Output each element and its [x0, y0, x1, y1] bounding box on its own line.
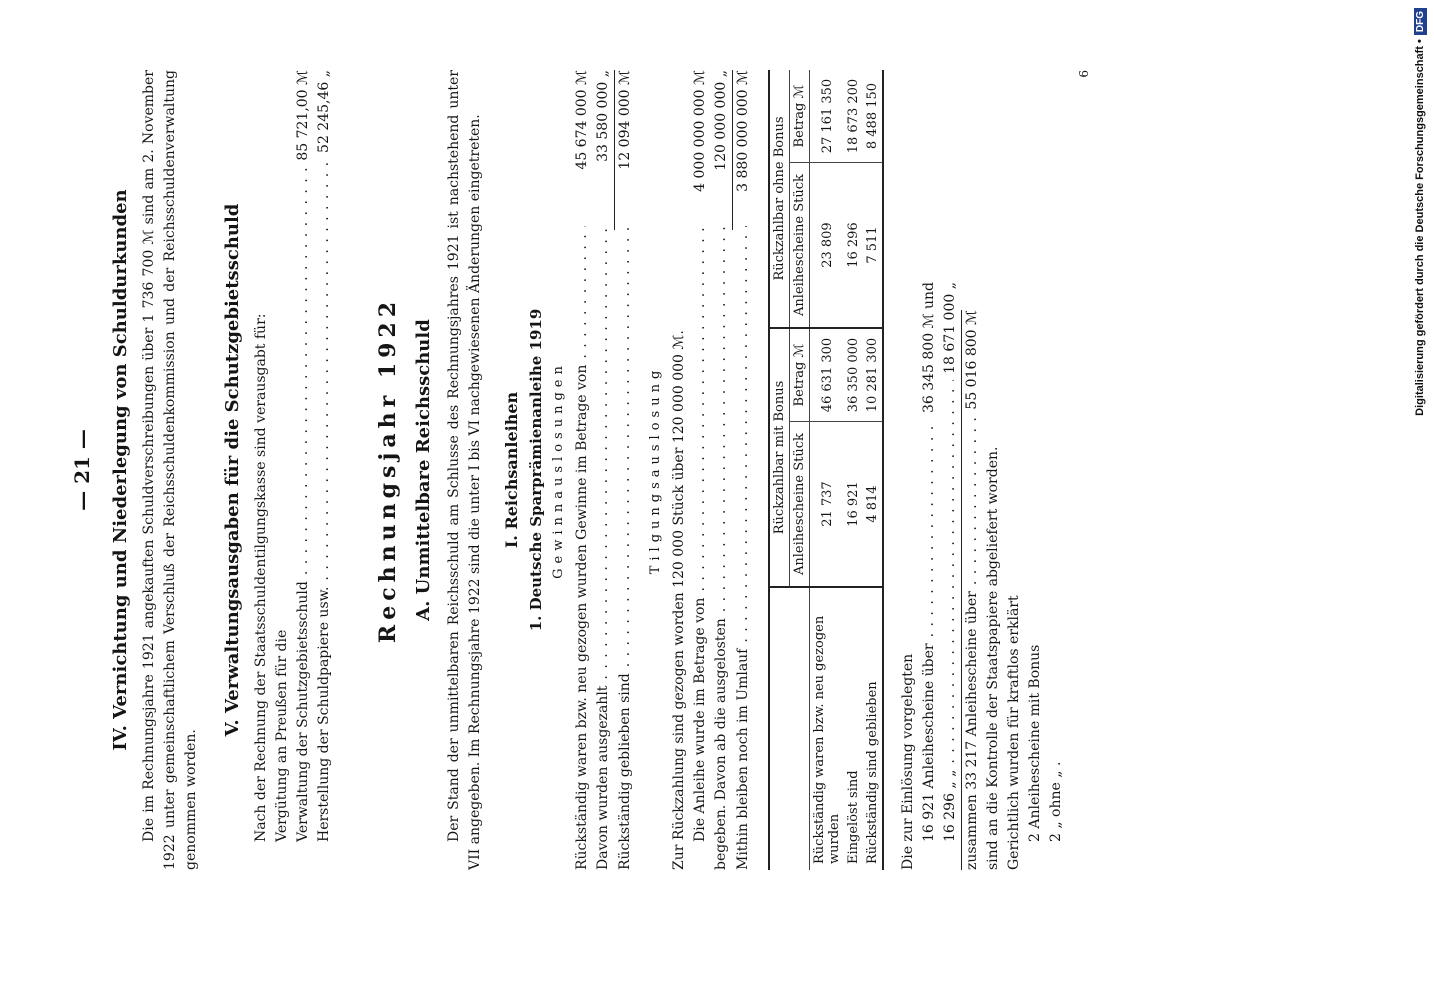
leader-dots [293, 167, 314, 576]
leader-dots [314, 159, 335, 581]
main-title: Rechnungsjahr 1922 [375, 296, 401, 644]
table-cell: 7 511 [863, 163, 883, 328]
row-value: 3 880 000 000 ℳ [735, 70, 751, 192]
tilgung-total-row [733, 70, 754, 870]
section-v-item [293, 70, 314, 842]
leader-dots [690, 226, 711, 592]
row-value: 12 094 000 ℳ [617, 70, 633, 170]
page-number: — 21 — [70, 429, 94, 511]
item-value: 85 721,00 ℳ [295, 70, 311, 161]
leader-dots [919, 419, 940, 637]
gewinnauslosungen-title: Gewinnauslosungen [551, 361, 566, 579]
table-cell: 16 296 [844, 163, 863, 328]
table-cell: 46 631 300 [819, 337, 835, 413]
table-corner [769, 587, 810, 870]
item-label: Verwaltung der Schutzgebietsschuld [295, 581, 311, 842]
tilgung-row [711, 70, 732, 870]
side-credit [1408, 0, 1432, 1000]
row-label: Rückständig waren bzw. neu gezogen wurden Gewinne im Betrage von [574, 364, 590, 870]
sum-label: zusammen 33 217 Anleihescheine über [964, 591, 980, 870]
item-label: Herstellung der Schuldpapiere usw. [316, 586, 332, 842]
line-label: 16 296 „ „ [942, 769, 958, 842]
table-cell: 16 921 [844, 422, 863, 587]
section-v-title: V. Verwaltungsausgaben für die Schutzgebietsschuld [222, 203, 243, 737]
sum-value: 55 016 800 ℳ [964, 310, 980, 410]
einloesung-line [940, 282, 961, 870]
leader-dots [615, 226, 636, 667]
table-cell: 10 281 300 [865, 337, 880, 413]
gewinn-row [572, 70, 593, 870]
row-label: Rückständig waren bzw. neu gezogen wurden [812, 615, 842, 864]
row-label: Davon wurden ausgezahlt [595, 685, 611, 870]
row-label: Rückständig geblieben sind [617, 673, 633, 870]
row-value: 4 000 000 000 ℳ [692, 70, 708, 192]
table-row [863, 70, 883, 870]
dfg-logo: DFG [1414, 8, 1427, 35]
row-label: Rückständig sind geblieben [865, 681, 880, 864]
item-label: Vergütung an Preußen für die [274, 629, 290, 842]
leader-dots [711, 226, 732, 612]
section-v-items [272, 70, 335, 870]
row-value: 45 674 000 ℳ [574, 70, 590, 170]
section-a-title: A. Unmittelbare Reichsschuld [413, 319, 434, 621]
tilgung-text: Zur Rückzahlung sind gezogen worden 120 000 Stück über 120 000 000 ℳ. [671, 330, 687, 870]
table-cell: 4 814 [863, 422, 883, 587]
leader-dots [572, 226, 593, 359]
leader-dots [733, 226, 754, 643]
row-label: Mithin bleiben noch im Umlauf [735, 648, 751, 870]
column-header: Betrag ℳ [792, 84, 807, 148]
einloesung-line [919, 282, 940, 870]
table-cell: 8 488 150 [865, 82, 880, 150]
row-label: Eingelöst sind [846, 770, 861, 864]
column-header: Betrag ℳ [792, 343, 807, 407]
leader-dots [940, 380, 961, 764]
group-header: Rückzahlbar ohne Bonus [769, 70, 790, 328]
group-header: Rückzahlbar mit Bonus [769, 328, 790, 587]
einloesung-sum-tail: sind an die Kontrolle der Staatspapiere abgeliefert worden. [985, 446, 1001, 870]
row-value: 33 580 000 „ [595, 70, 611, 162]
gewinn-total-row [615, 70, 636, 870]
page-body [70, 70, 1091, 870]
einloesung-block [898, 70, 1067, 870]
leader-dots [962, 416, 983, 586]
sheet-number: 6 [1077, 70, 1091, 78]
line-value: 18 671 000 „ [942, 282, 958, 374]
court-line: 2 „ ohne „ . [1048, 761, 1064, 842]
section-iv-text: Die im Rechnungsjahre 1921 angekauften Schuldverschreibungen über 1 736 700 ℳ sind am 2. November 1922 unter gemeinschaftlichem Verschluß der Reichsschuldenkommission und der Reichsschuldenverwaltung genommen worden. [141, 70, 199, 870]
section-i1-title: 1. Deutsche Sparprämienanleihe 1919 [527, 308, 545, 632]
line-value: 36 345 800 ℳ und [921, 282, 937, 414]
section-i-title: I. Reichsanleihen [502, 391, 521, 549]
redemption-table [768, 70, 884, 870]
leader-dots [593, 226, 614, 680]
gewinn-rows [572, 70, 636, 870]
column-header: Anleihescheine Stück [790, 163, 810, 328]
tilgungsauslosung-title: Tilgungsauslosung [648, 365, 663, 575]
row-value: 120 000 000 „ [713, 70, 729, 171]
gewinn-row [593, 70, 614, 870]
court-line: 2 Anleihescheine mit Bonus [1027, 644, 1043, 842]
table-cell: 18 673 200 [846, 78, 861, 154]
einloesung-intro: Die zur Einlösung vorgelegten [900, 653, 916, 870]
column-header: Anleihescheine Stück [790, 422, 810, 587]
table-cell: 21 737 [810, 422, 845, 587]
item-value: 52 245,46 „ [316, 70, 332, 153]
court-title: Gerichtlich wurden für kraftlos erklärt [1006, 595, 1022, 870]
row-label: begeben. Davon ab die ausgelosten [713, 618, 729, 870]
line-label: 16 921 Anleihescheine über [921, 643, 937, 842]
tilgung-rows [690, 70, 754, 870]
section-v-item [314, 70, 335, 842]
section-v-intro: Nach der Rechnung der Staatsschuldentilgungskasse sind verausgabt für: [253, 313, 269, 842]
section-iv-title: IV. Vernichtung und Niederlegung von Schuldurkunden [110, 189, 131, 751]
tilgung-row [690, 70, 711, 870]
table-cell: 36 350 000 [846, 337, 861, 413]
credit-text: Digitalisierung gefördert durch die Deutsche Forschungsgemeinschaft • [1414, 39, 1426, 416]
row-label: Die Anleihe wurde im Betrage von [692, 597, 708, 842]
side-credit-rotated [1408, 0, 1432, 1000]
table-cell: 23 809 [810, 163, 845, 328]
einloesung-sum [962, 310, 983, 870]
table-row [810, 70, 845, 870]
table-row [844, 70, 863, 870]
section-v-item [272, 70, 293, 842]
section-a-text: Der Stand der unmittelbaren Reichsschuld am Schlusse des Rechnungsjahres 1921 ist nachstehend unter VII angegeben. Im Rechnungsjahre 1922 sind die unter I bis VI nachgewiesenen Änderungen eingetreten. [446, 70, 483, 870]
table-cell: 27 161 350 [819, 78, 835, 154]
